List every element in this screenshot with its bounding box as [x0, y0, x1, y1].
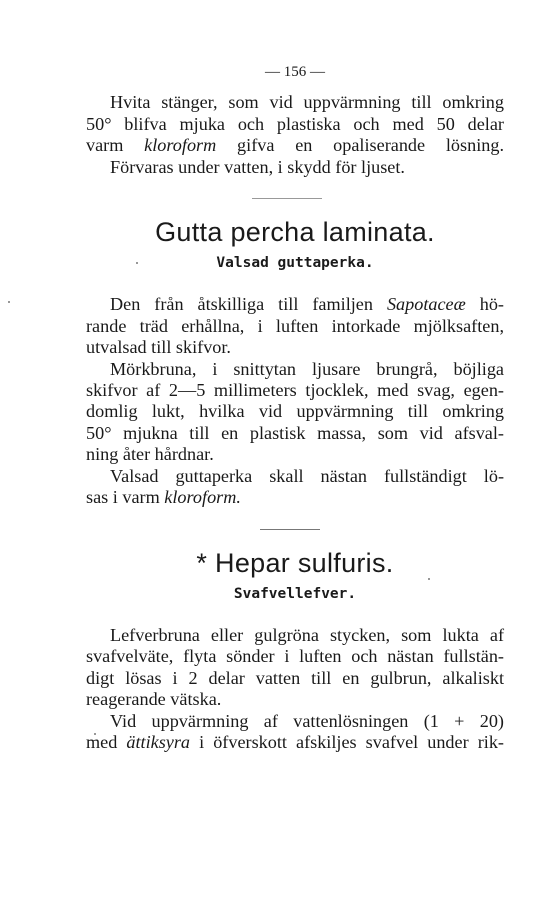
text-line: Den från åtskilliga till familjen Sapotaceæ hö- [110, 294, 504, 315]
text-line: Förvaras under vatten, i skydd för ljuset. [110, 156, 405, 177]
text-line: domlig lukt, hvilka vid uppvärmning till omkring [86, 401, 504, 422]
entry-paragraph [86, 294, 504, 358]
italic-term: Sapotaceæ [386, 294, 466, 315]
text-line: 50° mjukna till en plastisk massa, som vid afsval- [86, 422, 504, 443]
text-line: ning åter hårdnar. [86, 444, 214, 465]
entry-title: Gutta percha laminata. [155, 217, 435, 248]
text-line: Hvita stänger, som vid uppvärmning till omkring [110, 92, 504, 113]
text-line: Lefverbruna eller gulgröna stycken, som lukta af [110, 624, 504, 645]
page-number: — 156 — [265, 64, 325, 80]
italic-term: kloroform. [164, 487, 241, 508]
italic-term: ättiksyra [126, 731, 191, 752]
book-page [86, 62, 504, 753]
entry-title: * Hepar sulfuris. [196, 547, 394, 578]
entry-paragraph [86, 466, 504, 509]
text-line: varm kloroform gifva en opaliserande lösning. [86, 135, 504, 156]
entry-subtitle: Svafvellefver. [233, 585, 357, 602]
print-speck [8, 301, 10, 303]
continuation-paragraph [86, 92, 504, 178]
entry-subtitle: Valsad guttaperka. [216, 255, 374, 272]
entry-paragraph [86, 711, 504, 754]
text-line: Valsad guttaperka skall nästan fullständigt lö- [110, 465, 504, 486]
text-line: med ättiksyra i öfverskott afskiljes svafvel under rik- [86, 731, 504, 752]
italic-term: kloroform [144, 135, 217, 156]
text-line: svafvelväte, flyta sönder i luften och nästan fullstän- [86, 646, 504, 667]
text-line: Vid uppvärmning af vattenlösningen (1 + 20) [110, 710, 504, 731]
text-line: reagerande vätska. [86, 689, 222, 710]
text-line: digt lösas i 2 delar vatten till en gulbrun, alkaliskt [86, 667, 504, 688]
text-line: skifvor af 2—5 millimeters tjocklek, med svag, egen- [86, 380, 504, 401]
entry-paragraph [86, 625, 504, 711]
entry-paragraph [86, 359, 504, 466]
text-line: Mörkbruna, i snittytan ljusare brungrå, böjliga [110, 358, 504, 379]
text-line: utvalsad till skifvor. [86, 337, 231, 358]
section-divider [252, 198, 322, 199]
section-divider [260, 529, 320, 530]
text-line: rande träd erhållna, i luften intorkade mjölksaften, [86, 315, 504, 336]
text-line: sas i varm kloroform. [86, 487, 241, 508]
text-line: 50° blifva mjuka och plastiska och med 50 delar [86, 113, 504, 134]
